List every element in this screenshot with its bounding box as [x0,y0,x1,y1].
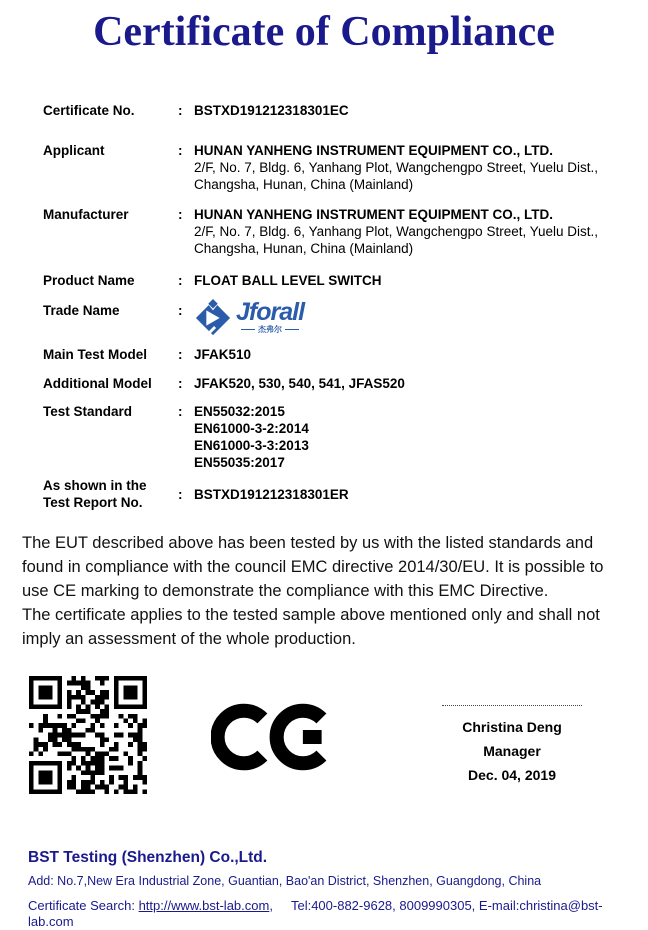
certificate-no-value: BSTXD191212318301EC [194,103,349,118]
jforall-logo-wordmark: Jforall [236,298,305,326]
lab-company-name: BST Testing (Shenzhen) Co.,Ltd. [28,849,268,866]
logo-dash-right [285,329,299,330]
page-title: Certificate of Compliance [93,9,555,55]
colon-separator: : [178,103,183,118]
jforall-logo-icon [194,299,232,337]
product-name-label: Product Name [43,273,135,288]
colon-separator: : [178,143,183,158]
main-test-model-value: JFAK510 [194,347,252,362]
signatory-name: Christina Deng [462,719,562,735]
ce-mark-icon [211,698,331,776]
applicant-address-line1: 2/F, No. 7, Bldg. 6, Yanhang Plot, Wangchengpo Street, Yuelu Dist., [194,160,599,175]
test-report-value: BSTXD191212318301ER [194,486,349,502]
qr-code [29,676,147,794]
field-product-name [43,272,628,289]
manufacturer-name: HUNAN YANHENG INSTRUMENT EQUIPMENT CO., LTD. [194,207,554,222]
lab-footer [28,848,648,930]
colon-separator: : [178,486,183,502]
product-name-value: FLOAT BALL LEVEL SWITCH [194,273,382,288]
certificate-no-label: Certificate No. [43,103,135,118]
lab-phone-email: Tel:400-882-9628, 8009990305, E-mail:christina@bst-lab.com [28,898,603,929]
certificate-search-link[interactable]: http://www.bst-lab.com [138,898,270,913]
main-test-model-label: Main Test Model [43,347,148,362]
statement-paragraph-2: The certificate applies to the tested sample above mentioned only and shall not imply an assessment of the whole production. [22,606,600,648]
field-main-test-model [43,346,628,363]
manufacturer-label: Manufacturer [43,207,129,222]
test-standard-line: EN61000-3-3:2013 [194,438,309,453]
field-additional-model [43,375,628,392]
colon-separator: : [178,273,183,288]
statement-paragraph-1: The EUT described above has been tested by us with the listed standards and found in compliance with the council EMC directive 2014/30/EU. It is possible to use CE marking to demonstrate the compliance with this EMC Directive. [22,534,604,600]
test-standard-line: EN61000-3-2:2014 [194,421,309,436]
test-standard-label: Test Standard [43,404,133,419]
test-report-label: As shown in the Test Report No. [43,478,147,510]
colon-separator: : [178,347,183,362]
colon-separator: : [178,207,183,222]
lab-address: Add: No.7,New Era Industrial Zone, Guantian, Bao'an District, Shenzhen, Guangdong, China [28,874,542,888]
additional-model-value: JFAK520, 530, 540, 541, JFAS520 [194,376,405,391]
logo-dash-left [241,329,255,330]
applicant-address-line2: Changsha, Hunan, China (Mainland) [194,177,414,192]
certificate-fields [0,102,648,511]
compliance-statement [22,531,630,651]
field-manufacturer [43,206,628,257]
jforall-logo-chinese-name: 杰弗尔 [238,325,302,334]
test-standard-line: EN55032:2015 [194,404,285,419]
field-trade-name [43,298,628,337]
signature-block [442,705,582,787]
applicant-label: Applicant [43,143,105,158]
signature-date: Dec. 04, 2019 [468,767,556,783]
field-test-standard [43,403,628,471]
marks-and-signature-row [0,673,648,794]
colon-separator: : [178,303,183,318]
trade-name-label: Trade Name [43,303,120,318]
additional-model-label: Additional Model [43,376,152,391]
test-standard-line: EN55035:2017 [194,455,285,470]
certificate-search-label: Certificate Search: [28,898,135,913]
manufacturer-address-line2: Changsha, Hunan, China (Mainland) [194,241,414,256]
lab-contact-line [28,898,648,930]
colon-separator: : [178,404,183,419]
field-certificate-no [43,102,628,119]
field-applicant [43,142,628,193]
jforall-brand-logo [194,299,628,337]
url-separator: , [269,898,273,913]
field-test-report-no [43,477,628,511]
manufacturer-address-line1: 2/F, No. 7, Bldg. 6, Yanhang Plot, Wangchengpo Street, Yuelu Dist., [194,224,599,239]
signatory-role: Manager [483,743,541,759]
colon-separator: : [178,376,183,391]
applicant-name: HUNAN YANHENG INSTRUMENT EQUIPMENT CO., LTD. [194,143,554,158]
